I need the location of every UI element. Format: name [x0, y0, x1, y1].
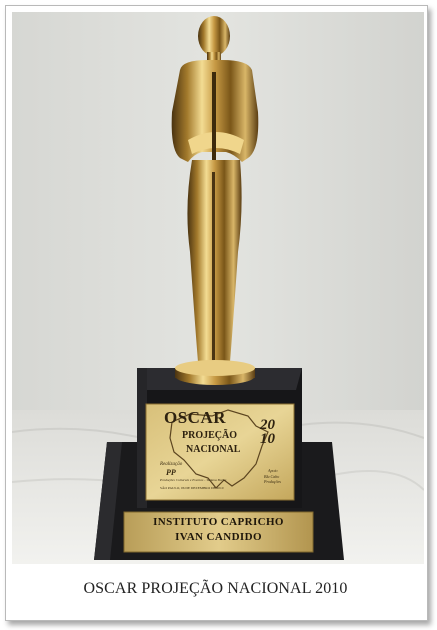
nameplate-line1: INSTITUTO CAPRICHO: [153, 516, 284, 528]
photo-caption: OSCAR PROJEÇÃO NACIONAL 2010: [83, 580, 348, 597]
plaque-year: 2010: [260, 417, 275, 447]
nameplate-text-block: [124, 513, 313, 543]
trophy-photo: [12, 12, 424, 564]
plaque-line-projecao: PROJEÇÃO: [182, 430, 237, 441]
nameplate-line2: IVAN CANDIDO: [175, 531, 262, 543]
plaque-organizer: Produções Culturais e Eventos - Tatiana Borba: [160, 478, 227, 482]
plaque-organizer-logo: PP: [166, 468, 176, 477]
plaque-line-nacional: NACIONAL: [186, 444, 241, 455]
plaque-line-oscar: OSCAR: [164, 408, 227, 427]
plaque-date: SÃO PAULO, 06 DE DEZEMBRO DE 2010: [160, 486, 224, 490]
plaque-text-block: [160, 408, 290, 500]
plaque-apoio: Apoio: [268, 468, 278, 473]
plaque-sponsor: Blu Cabo Produções: [264, 474, 281, 484]
plaque-realizacao: Realização: [160, 462, 183, 467]
